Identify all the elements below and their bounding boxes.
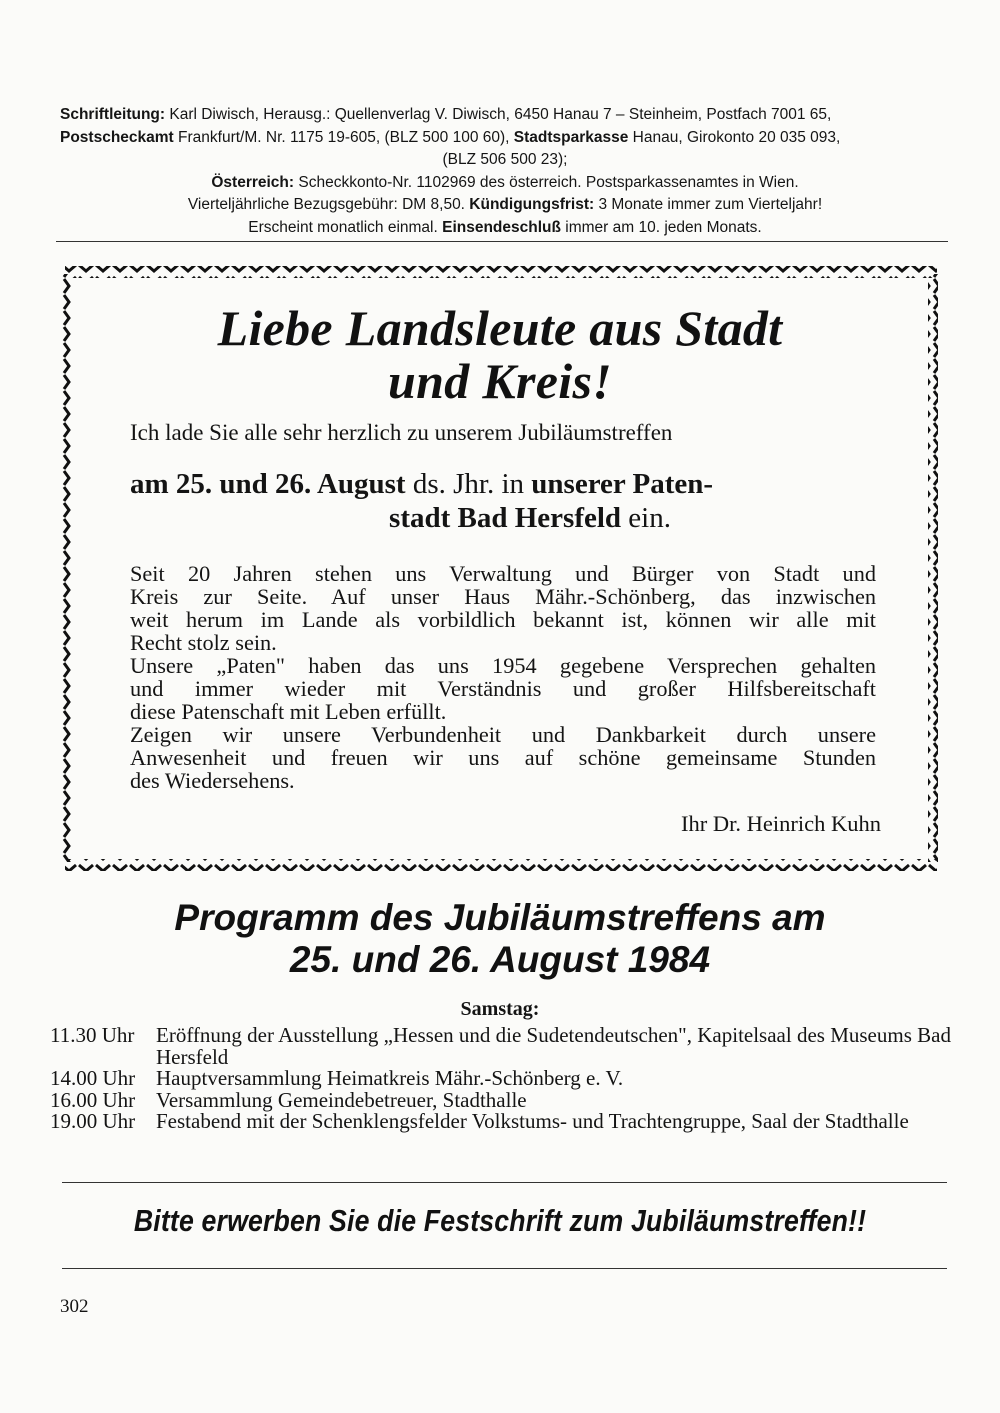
schedule-item [50, 1087, 955, 1112]
schedule-item [50, 1025, 955, 1068]
body-line: des Wiedersehens. [130, 768, 295, 793]
header-line-austria: Österreich: Scheckkonto-Nr. 1102969 des österreich. Postsparkassenamtes in Wien. [211, 173, 799, 191]
event-description: Eröffnung der Ausstellung „Hessen und die Sudetendeutschen", Kapitelsaal des Museums Bad Hersfeld [156, 1023, 951, 1069]
event-time: 11.30 Uhr [50, 1023, 135, 1047]
schedule-item [50, 1111, 955, 1133]
page-number: 302 [60, 1296, 89, 1317]
festschrift-callout: Bitte erwerben Sie die Festschrift zum Jubiläumstreffen!! [133, 1203, 867, 1238]
body-line: und immer wieder mit Verständnis und großer Hilfsbereitschaft [130, 676, 876, 701]
body-line: Unsere „Paten" haben das uns 1954 gegebene Versprechen gehalten [130, 653, 876, 678]
invitation-text: Ich lade Sie alle sehr herzlich zu unserem Jubiläumstreffen [130, 420, 673, 445]
masthead-info [60, 104, 950, 240]
event-dates [130, 467, 890, 535]
event-description: Versammlung Gemeindebetreuer, Stadthalle [156, 1087, 527, 1112]
body-line: diese Patenschaft mit Leben erfüllt. [130, 699, 447, 724]
notice-body [130, 562, 876, 792]
day-heading: Samstag: [460, 998, 540, 1020]
event-description: Festabend mit der Schenklengsfelder Volkstums- und Trachtengruppe, Saal der Stadthalle [156, 1109, 909, 1133]
border-top [65, 266, 937, 278]
dates-line-2: stadt Bad Hersfeld ein. [389, 502, 671, 534]
dates-line-1: am 25. und 26. August ds. Jhr. in unserer Paten- [130, 468, 714, 500]
header-line-blz: (BLZ 506 500 23); [442, 151, 568, 169]
event-description: Hauptversammlung Heimatkreis Mähr.-Schönberg e. V. [156, 1066, 624, 1090]
event-time: 16.00 Uhr [50, 1087, 136, 1112]
notice-title: Liebe Landsleute aus Stadt und Kreis! [217, 300, 783, 409]
event-time: 14.00 Uhr [50, 1066, 136, 1090]
schedule-item [50, 1068, 955, 1090]
header-divider [56, 241, 948, 242]
body-line: Zeigen wir unsere Verbundenheit und Dankbarkeit durch unsere [130, 722, 876, 747]
body-line: Kreis zur Seite. Auf unser Haus Mähr.-Schönberg, das inzwischen [130, 584, 876, 609]
body-line: Recht stolz sein. [130, 630, 277, 655]
header-line-bank: Postscheckamt Frankfurt/M. Nr. 1175 19-605, (BLZ 500 100 60), Stadtsparkasse Hanau, Girokonto 20 035 093, [60, 128, 841, 146]
body-line: weit herum im Lande als vorbildlich bekannt ist, können wir alle mit [130, 607, 876, 632]
body-line: Anwesenheit und freuen wir uns auf schöne gemeinsame Stunden [130, 745, 876, 770]
signature: Ihr Dr. Heinrich Kuhn [681, 811, 881, 836]
callout-divider-top [62, 1182, 947, 1183]
border-bottom [65, 859, 937, 871]
callout-divider-bottom [62, 1268, 947, 1269]
header-line-fees: Vierteljährliche Bezugsgebühr: DM 8,50. Kündigungsfrist: 3 Monate immer zum Vierteljahr! [187, 196, 823, 214]
header-line-schedule: Erscheint monatlich einmal. Einsendeschluß immer am 10. jeden Monats. [248, 218, 762, 236]
event-time: 19.00 Uhr [50, 1109, 136, 1133]
body-line: Seit 20 Jahren stehen uns Verwaltung und Bürger von Stadt und [130, 561, 876, 586]
program-title: Programm des Jubiläumstreffens am 25. und 26. August 1984 [174, 897, 826, 980]
header-line-editor: Schriftleitung: Karl Diwisch, Herausg.: Quellenverlag V. Diwisch, 6450 Hanau 7 – Steinheim, Postfach 7001 65, [60, 106, 832, 123]
schedule-list [50, 1025, 955, 1133]
